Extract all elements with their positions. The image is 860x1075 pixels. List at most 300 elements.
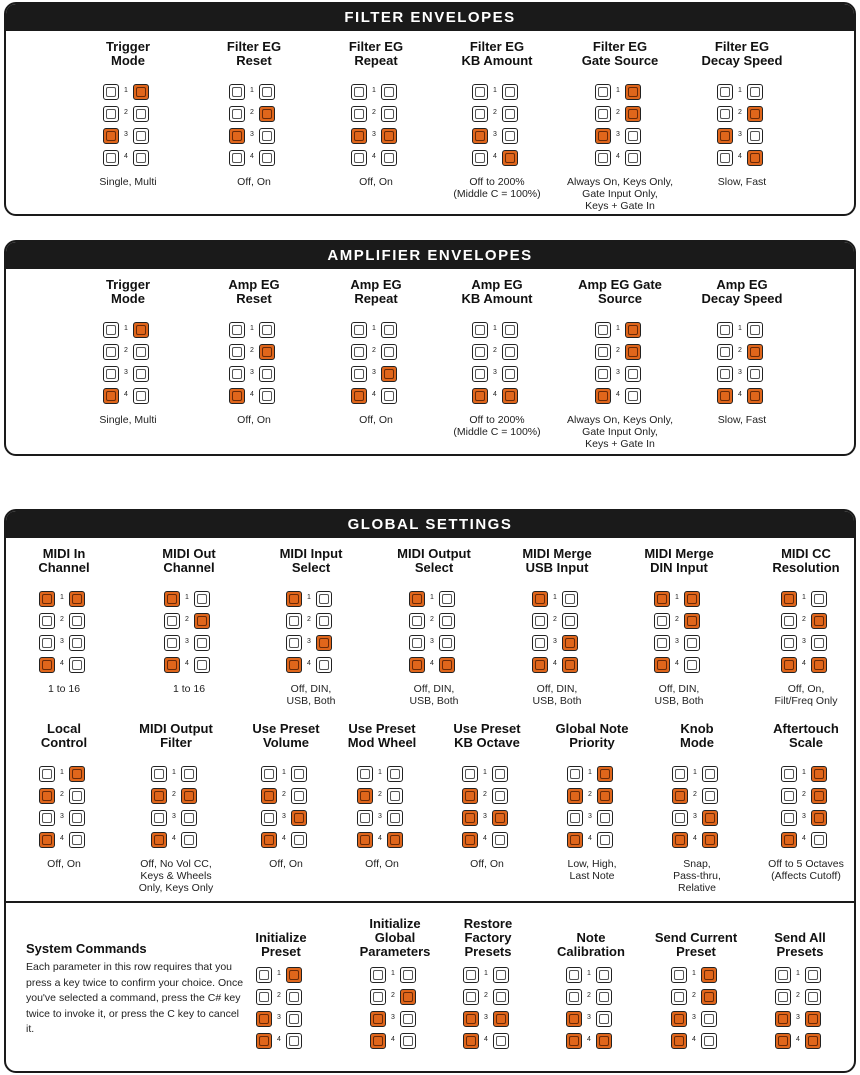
key-row (472, 322, 522, 344)
key-left-on (532, 657, 548, 673)
param-midi-output-filter (112, 722, 240, 894)
key-left-off (472, 106, 488, 122)
key-number: 2 (391, 992, 395, 999)
key-left-on (357, 788, 373, 804)
key-left-off (472, 322, 488, 338)
param-options: 1 to 16 (47, 683, 81, 695)
key-row (357, 788, 407, 810)
key-right-off (811, 635, 827, 651)
key-row (781, 832, 831, 854)
key-right-on (400, 989, 416, 1005)
key-right-off (439, 591, 455, 607)
key-left-off (261, 810, 277, 826)
key-right-on (259, 344, 275, 360)
key-number: 2 (692, 992, 696, 999)
key-left-on (370, 1033, 386, 1049)
key-number: 4 (250, 391, 254, 398)
key-right-off (625, 366, 641, 382)
param-title: Use Preset Volume (252, 721, 320, 750)
key-row (775, 1033, 825, 1055)
key-row (472, 366, 522, 388)
key-row (357, 766, 407, 788)
key-number: 3 (484, 1014, 488, 1021)
key-right-off (69, 810, 85, 826)
key-indicator-grid (151, 766, 201, 854)
key-row (595, 322, 645, 344)
param-title: Initialize Preset (255, 930, 307, 959)
key-left-off (595, 150, 611, 166)
key-right-off (400, 1011, 416, 1027)
key-row (472, 106, 522, 128)
key-row (595, 84, 645, 106)
key-right-on (805, 1033, 821, 1049)
key-left-off (781, 810, 797, 826)
key-right-off (387, 810, 403, 826)
key-right-off (286, 989, 302, 1005)
key-row (39, 591, 89, 613)
key-left-off (567, 766, 583, 782)
key-row (595, 106, 645, 128)
key-number: 2 (802, 791, 806, 798)
key-right-off (439, 613, 455, 629)
key-number: 1 (60, 594, 64, 601)
key-right-off (439, 635, 455, 651)
param-title: Amp EG Gate Source (578, 277, 662, 306)
param-filter-eg-gate-source (556, 40, 684, 212)
key-row (103, 322, 153, 344)
key-number: 1 (378, 769, 382, 776)
key-left-off (717, 150, 733, 166)
key-row (595, 150, 645, 172)
key-row (532, 635, 582, 657)
param-title: MIDI Merge USB Input (522, 546, 592, 575)
key-number: 1 (277, 970, 281, 977)
key-row (781, 810, 831, 832)
key-number: 2 (430, 616, 434, 623)
key-row (103, 150, 153, 172)
key-right-on (625, 106, 641, 122)
key-right-off (805, 989, 821, 1005)
key-indicator-grid (472, 322, 522, 410)
param-title: Use Preset KB Octave (453, 721, 521, 750)
key-row (462, 832, 512, 854)
key-row (672, 766, 722, 788)
key-number: 3 (378, 813, 382, 820)
key-right-off (194, 591, 210, 607)
key-row (472, 344, 522, 366)
key-row (472, 150, 522, 172)
key-row (229, 344, 279, 366)
key-number: 3 (738, 369, 742, 376)
key-left-on (781, 832, 797, 848)
key-number: 1 (738, 87, 742, 94)
param-options: Off, On (359, 414, 393, 426)
key-right-off (259, 128, 275, 144)
key-number: 2 (124, 347, 128, 354)
key-left-on (775, 1011, 791, 1027)
key-left-off (351, 106, 367, 122)
key-number: 3 (372, 131, 376, 138)
key-row (39, 766, 89, 788)
key-right-on (747, 388, 763, 404)
key-number: 3 (802, 813, 806, 820)
key-row (463, 989, 513, 1011)
key-number: 2 (124, 109, 128, 116)
key-left-off (39, 635, 55, 651)
key-indicator-grid (654, 591, 704, 679)
key-row (256, 967, 306, 989)
key-number: 1 (250, 87, 254, 94)
key-row (370, 1011, 420, 1033)
key-row (566, 989, 616, 1011)
key-row (151, 832, 201, 854)
key-row (151, 766, 201, 788)
key-number: 3 (796, 1014, 800, 1021)
key-row (672, 810, 722, 832)
param-title: Initialize Global Parameters (359, 916, 431, 959)
param-filter-eg-repeat (312, 40, 440, 188)
param-options: Off, No Vol CC, Keys & Wheels Only, Keys Only (138, 858, 214, 894)
key-row (39, 832, 89, 854)
key-right-off (316, 613, 332, 629)
key-right-off (133, 150, 149, 166)
key-left-off (781, 613, 797, 629)
key-right-off (562, 591, 578, 607)
key-right-off (291, 788, 307, 804)
key-number: 3 (391, 1014, 395, 1021)
key-left-on (654, 657, 670, 673)
key-right-off (69, 788, 85, 804)
key-indicator-grid (532, 591, 582, 679)
key-number: 3 (60, 813, 64, 820)
key-left-off (717, 106, 733, 122)
key-row (351, 366, 401, 388)
key-right-off (702, 766, 718, 782)
key-row (717, 344, 767, 366)
key-right-off (69, 657, 85, 673)
key-number: 4 (553, 660, 557, 667)
key-number: 1 (493, 87, 497, 94)
key-right-off (502, 84, 518, 100)
key-indicator-grid (781, 766, 831, 854)
key-left-off (566, 967, 582, 983)
key-number: 1 (430, 594, 434, 601)
key-number: 2 (378, 791, 382, 798)
key-number: 2 (60, 791, 64, 798)
key-left-off (672, 810, 688, 826)
key-row (781, 788, 831, 810)
key-row (286, 613, 336, 635)
key-indicator-grid (463, 967, 513, 1055)
key-number: 1 (692, 970, 696, 977)
key-left-off (463, 989, 479, 1005)
key-row (781, 657, 831, 679)
param-title: MIDI Merge DIN Input (644, 546, 714, 575)
key-left-off (472, 84, 488, 100)
key-row (781, 591, 831, 613)
key-row (229, 84, 279, 106)
key-left-off (229, 106, 245, 122)
key-number: 2 (60, 616, 64, 623)
key-left-off (654, 635, 670, 651)
key-number: 3 (307, 638, 311, 645)
key-row (256, 989, 306, 1011)
param-options: Off, On (269, 858, 303, 870)
param-midi-out-channel (125, 547, 253, 695)
key-right-off (381, 322, 397, 338)
key-right-off (286, 1011, 302, 1027)
key-number: 1 (802, 769, 806, 776)
key-left-on (463, 1011, 479, 1027)
param-amp-eg-kb-amount (433, 278, 561, 438)
key-number: 3 (483, 813, 487, 820)
key-number: 3 (124, 131, 128, 138)
key-right-off (381, 150, 397, 166)
key-right-on (625, 344, 641, 360)
key-right-off (492, 788, 508, 804)
key-right-on (492, 810, 508, 826)
key-right-off (596, 1011, 612, 1027)
key-row (229, 388, 279, 410)
key-right-off (194, 635, 210, 651)
key-indicator-grid (672, 766, 722, 854)
key-row (654, 635, 704, 657)
key-right-off (701, 1033, 717, 1049)
key-right-on (597, 766, 613, 782)
key-row (717, 366, 767, 388)
key-number: 1 (124, 325, 128, 332)
key-left-on (351, 388, 367, 404)
key-left-off (532, 635, 548, 651)
key-row (463, 1033, 513, 1055)
key-left-off (164, 613, 180, 629)
key-left-off (151, 810, 167, 826)
key-left-off (229, 150, 245, 166)
key-left-on (357, 832, 373, 848)
key-number: 4 (172, 835, 176, 842)
key-left-on (595, 128, 611, 144)
key-number: 4 (185, 660, 189, 667)
key-left-off (672, 766, 688, 782)
key-number: 4 (738, 153, 742, 160)
key-row (717, 128, 767, 150)
key-left-on (103, 128, 119, 144)
key-left-off (595, 84, 611, 100)
key-left-off (103, 84, 119, 100)
key-left-on (717, 388, 733, 404)
key-left-off (351, 150, 367, 166)
key-right-off (181, 832, 197, 848)
param-title: MIDI CC Resolution (772, 546, 840, 575)
key-left-off (351, 344, 367, 360)
key-left-on (672, 788, 688, 804)
param-options: Off, On, Filt/Freq Only (774, 683, 838, 707)
key-left-off (595, 366, 611, 382)
key-left-off (357, 766, 373, 782)
key-number: 1 (796, 970, 800, 977)
key-right-off (747, 84, 763, 100)
key-right-on (562, 657, 578, 673)
key-row (781, 613, 831, 635)
key-left-off (717, 322, 733, 338)
key-number: 3 (282, 813, 286, 820)
key-left-off (103, 106, 119, 122)
param-title: MIDI Input Select (279, 546, 343, 575)
key-indicator-grid (229, 84, 279, 172)
key-row (370, 989, 420, 1011)
key-row (151, 788, 201, 810)
key-number: 2 (588, 791, 592, 798)
param-title: Local Control (40, 721, 88, 750)
key-row (717, 322, 767, 344)
key-row (654, 591, 704, 613)
key-left-off (654, 613, 670, 629)
key-number: 1 (588, 769, 592, 776)
key-right-off (493, 1033, 509, 1049)
key-right-off (492, 832, 508, 848)
key-number: 4 (693, 835, 697, 842)
key-number: 3 (587, 1014, 591, 1021)
param-amp-eg-repeat (312, 278, 440, 426)
key-row (532, 591, 582, 613)
key-left-off (566, 989, 582, 1005)
key-left-on (566, 1011, 582, 1027)
key-row (717, 150, 767, 172)
key-number: 2 (796, 992, 800, 999)
param-title: MIDI Output Select (397, 546, 471, 575)
key-number: 3 (693, 813, 697, 820)
key-right-off (316, 591, 332, 607)
key-number: 1 (587, 970, 591, 977)
key-number: 1 (616, 325, 620, 332)
param-options: Always On, Keys Only, Gate Input Only, Keys + Gate In (566, 176, 673, 212)
key-number: 3 (738, 131, 742, 138)
key-row (671, 967, 721, 989)
key-right-off (625, 388, 641, 404)
key-left-on (462, 788, 478, 804)
param-title: Trigger Mode (105, 39, 151, 68)
filter-envelopes-panel (4, 2, 856, 216)
key-number: 2 (553, 616, 557, 623)
param-title: Filter EG KB Amount (461, 39, 533, 68)
key-indicator-grid (409, 591, 459, 679)
key-left-on (462, 810, 478, 826)
key-row (351, 322, 401, 344)
key-number: 3 (616, 369, 620, 376)
param-options: Off, On (359, 176, 393, 188)
key-left-on (671, 1033, 687, 1049)
param-send-all-presets (736, 917, 856, 1055)
key-number: 2 (616, 109, 620, 116)
key-right-off (684, 657, 700, 673)
key-right-off (502, 344, 518, 360)
key-right-off (133, 366, 149, 382)
key-number: 3 (250, 369, 254, 376)
key-row (351, 344, 401, 366)
key-right-off (400, 1033, 416, 1049)
key-number: 3 (588, 813, 592, 820)
key-left-off (463, 967, 479, 983)
key-number: 2 (738, 109, 742, 116)
key-right-off (701, 1011, 717, 1027)
key-row (671, 989, 721, 1011)
key-left-on (775, 1033, 791, 1049)
key-row (103, 344, 153, 366)
key-left-on (595, 388, 611, 404)
key-number: 4 (587, 1036, 591, 1043)
key-right-off (502, 366, 518, 382)
key-row (286, 591, 336, 613)
key-row (261, 788, 311, 810)
key-row (595, 366, 645, 388)
key-row (654, 657, 704, 679)
key-right-off (596, 967, 612, 983)
key-right-on (259, 106, 275, 122)
key-number: 1 (60, 769, 64, 776)
key-number: 4 (692, 1036, 696, 1043)
key-right-on (493, 1011, 509, 1027)
key-number: 3 (124, 369, 128, 376)
key-right-off (259, 322, 275, 338)
key-number: 2 (493, 109, 497, 116)
key-number: 2 (307, 616, 311, 623)
key-number: 4 (391, 1036, 395, 1043)
key-right-off (596, 989, 612, 1005)
system-commands-title: System Commands (26, 941, 147, 956)
key-left-off (164, 635, 180, 651)
key-number: 4 (277, 1036, 281, 1043)
filter-envelopes-header: FILTER ENVELOPES (6, 4, 854, 31)
key-right-on (133, 322, 149, 338)
key-row (370, 1033, 420, 1055)
key-left-on (532, 591, 548, 607)
key-left-on (566, 1033, 582, 1049)
key-number: 4 (802, 835, 806, 842)
key-left-on (472, 128, 488, 144)
key-number: 1 (483, 769, 487, 776)
param-trigger-mode (64, 278, 192, 426)
key-left-on (409, 657, 425, 673)
key-row (103, 388, 153, 410)
param-title: Filter EG Decay Speed (701, 39, 783, 68)
key-left-off (532, 613, 548, 629)
key-number: 3 (692, 1014, 696, 1021)
key-left-on (463, 1033, 479, 1049)
key-row (595, 344, 645, 366)
key-right-on (701, 967, 717, 983)
key-right-off (811, 832, 827, 848)
param-options: Off, DIN, USB, Both (409, 683, 459, 707)
key-number: 1 (493, 325, 497, 332)
key-number: 2 (484, 992, 488, 999)
param-amp-eg-decay-speed (678, 278, 806, 426)
key-number: 1 (250, 325, 254, 332)
param-filter-eg-reset (190, 40, 318, 188)
key-right-on (701, 989, 717, 1005)
key-number: 4 (493, 153, 497, 160)
key-right-off (400, 967, 416, 983)
key-number: 3 (185, 638, 189, 645)
key-row (409, 635, 459, 657)
param-filter-eg-decay-speed (678, 40, 806, 188)
key-row (462, 810, 512, 832)
system-commands-divider (6, 901, 854, 903)
amplifier-envelopes-panel (4, 240, 856, 456)
param-title: Amp EG Reset (228, 277, 280, 306)
param-filter-eg-kb-amount (433, 40, 561, 200)
key-left-on (39, 657, 55, 673)
key-row (103, 84, 153, 106)
